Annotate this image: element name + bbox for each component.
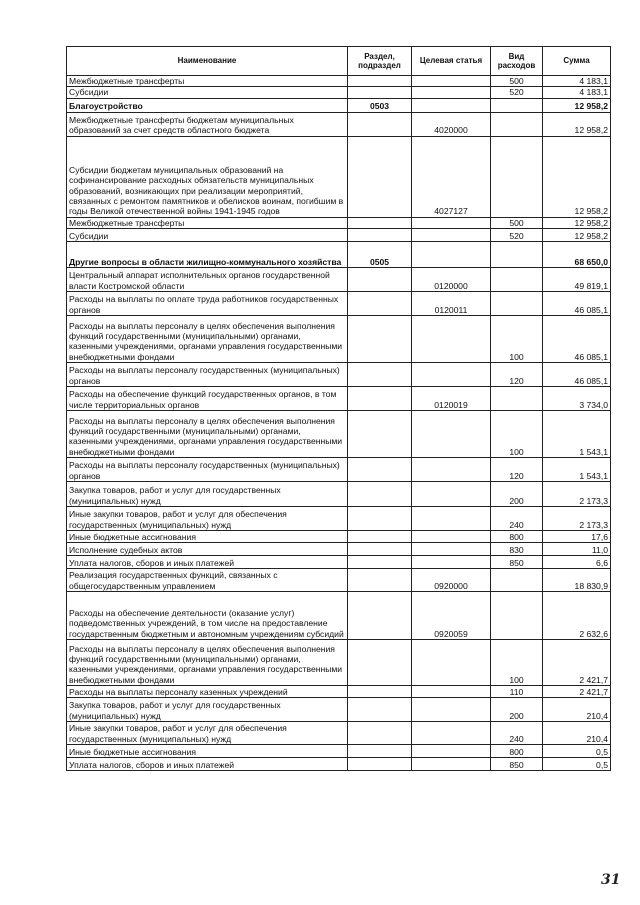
cell-article	[412, 640, 491, 686]
table-row	[67, 745, 611, 758]
cell-section	[348, 556, 412, 569]
cell-article: 0120019	[412, 387, 491, 411]
cell-name: Иные закупки товаров, работ и услуг для обеспечения государственных (муниципальных) нужд	[67, 722, 348, 745]
table-row	[67, 698, 611, 722]
table-row	[67, 76, 611, 87]
cell-name: Иные бюджетные ассигнования	[67, 531, 348, 543]
cell-section	[348, 411, 412, 458]
table-row	[67, 98, 611, 112]
cell-sum: 1 543,1	[543, 458, 611, 482]
cell-section	[348, 722, 412, 745]
table-row	[67, 363, 611, 387]
cell-name: Межбюджетные трансферты	[67, 76, 348, 87]
table-row	[67, 136, 611, 217]
cell-name: Иные закупки товаров, работ и услуг для обеспечения государственных (муниципальных) нужд	[67, 507, 348, 531]
cell-sum: 3 734,0	[543, 387, 611, 411]
cell-sum: 68 650,0	[543, 242, 611, 268]
cell-expense-type	[491, 387, 543, 411]
cell-section	[348, 640, 412, 686]
table-row	[67, 722, 611, 745]
table-row	[67, 411, 611, 458]
cell-section	[348, 87, 412, 98]
cell-article: 4027127	[412, 136, 491, 217]
cell-expense-type: 100	[491, 411, 543, 458]
cell-name: Расходы на обеспечение функций государственных органов, в том числе территориальных органов	[67, 387, 348, 411]
cell-sum: 11,0	[543, 543, 611, 556]
table-row	[67, 640, 611, 686]
cell-article	[412, 411, 491, 458]
table-row	[67, 242, 611, 268]
header-expense-type: Вид расходов	[491, 47, 543, 76]
cell-article	[412, 722, 491, 745]
cell-article: 4020000	[412, 112, 491, 136]
cell-sum: 46 085,1	[543, 292, 611, 316]
cell-sum: 2 173,3	[543, 482, 611, 507]
cell-sum: 49 819,1	[543, 268, 611, 292]
cell-name: Субсидии	[67, 229, 348, 242]
cell-expense-type	[491, 268, 543, 292]
cell-article	[412, 686, 491, 698]
cell-section	[348, 758, 412, 771]
cell-article	[412, 229, 491, 242]
cell-sum: 6,6	[543, 556, 611, 569]
table-row	[67, 458, 611, 482]
cell-section	[348, 229, 412, 242]
cell-expense-type: 100	[491, 640, 543, 686]
cell-expense-type: 800	[491, 745, 543, 758]
cell-article	[412, 458, 491, 482]
cell-expense-type: 850	[491, 556, 543, 569]
cell-expense-type	[491, 136, 543, 217]
cell-name: Межбюджетные трансферты бюджетам муниципальных образований за счет средств областного бюджета	[67, 112, 348, 136]
cell-name: Закупка товаров, работ и услуг для государственных (муниципальных) нужд	[67, 482, 348, 507]
table-row	[67, 531, 611, 543]
cell-section	[348, 112, 412, 136]
cell-expense-type	[491, 112, 543, 136]
cell-sum: 2 421,7	[543, 686, 611, 698]
cell-section	[348, 507, 412, 531]
cell-expense-type: 500	[491, 217, 543, 228]
cell-section	[348, 387, 412, 411]
cell-article	[412, 76, 491, 87]
cell-expense-type	[491, 242, 543, 268]
table-header-row	[67, 47, 611, 76]
cell-section	[348, 76, 412, 87]
cell-name: Межбюджетные трансферты	[67, 217, 348, 228]
cell-sum: 46 085,1	[543, 363, 611, 387]
budget-table	[66, 46, 611, 771]
cell-expense-type: 850	[491, 758, 543, 771]
table-row	[67, 229, 611, 242]
cell-name: Субсидии бюджетам муниципальных образований на софинансирование расходных обязательств муниципальных образований, возникающих при реализации мероприятий, связанных с ремонтом памятников и обелисков воинам, погибшим в годы Великой отечественной войны 1941-1945 годов	[67, 136, 348, 217]
cell-name: Расходы на обеспечение деятельности (оказание услуг) подведомственных учреждений, в том числе на предоставление государственным бюджетным и автономным учреждениям субсидий	[67, 592, 348, 640]
cell-article	[412, 363, 491, 387]
cell-expense-type	[491, 569, 543, 592]
cell-section	[348, 316, 412, 363]
cell-sum: 12 958,2	[543, 136, 611, 217]
cell-sum: 12 958,2	[543, 229, 611, 242]
cell-expense-type: 100	[491, 316, 543, 363]
cell-article	[412, 758, 491, 771]
cell-sum: 4 183,1	[543, 87, 611, 98]
cell-name: Другие вопросы в области жилищно-коммунального хозяйства	[67, 242, 348, 268]
cell-section: 0505	[348, 242, 412, 268]
cell-article: 0120011	[412, 292, 491, 316]
cell-article: 0120000	[412, 268, 491, 292]
cell-expense-type: 830	[491, 543, 543, 556]
cell-sum: 0,5	[543, 745, 611, 758]
cell-article	[412, 531, 491, 543]
table-row	[67, 569, 611, 592]
cell-name: Расходы на выплаты персоналу в целях обеспечения выполнения функций государственными (муниципальными) органами, казенными учреждениями, органами управления государственными внебюджетными фондами	[67, 640, 348, 686]
cell-name: Уплата налогов, сборов и иных платежей	[67, 758, 348, 771]
table-row	[67, 758, 611, 771]
cell-sum: 18 830,9	[543, 569, 611, 592]
cell-article	[412, 543, 491, 556]
cell-article	[412, 98, 491, 112]
cell-sum: 210,4	[543, 722, 611, 745]
cell-section	[348, 592, 412, 640]
cell-sum: 12 958,2	[543, 98, 611, 112]
cell-article	[412, 745, 491, 758]
cell-section	[348, 268, 412, 292]
cell-expense-type: 520	[491, 87, 543, 98]
cell-sum: 2 632,6	[543, 592, 611, 640]
cell-name: Закупка товаров, работ и услуг для государственных (муниципальных) нужд	[67, 698, 348, 722]
cell-section	[348, 569, 412, 592]
table-row	[67, 592, 611, 640]
cell-expense-type: 500	[491, 76, 543, 87]
cell-section	[348, 217, 412, 228]
cell-expense-type: 200	[491, 482, 543, 507]
table-row	[67, 112, 611, 136]
cell-section	[348, 745, 412, 758]
cell-expense-type: 240	[491, 507, 543, 531]
cell-sum: 17,6	[543, 531, 611, 543]
table-row	[67, 556, 611, 569]
cell-expense-type: 120	[491, 363, 543, 387]
page-number: 31	[601, 872, 621, 888]
cell-section	[348, 698, 412, 722]
cell-expense-type: 240	[491, 722, 543, 745]
cell-name: Расходы на выплаты по оплате труда работников государственных органов	[67, 292, 348, 316]
cell-name: Исполнение судебных актов	[67, 543, 348, 556]
cell-section: 0503	[348, 98, 412, 112]
table-row	[67, 507, 611, 531]
cell-section	[348, 531, 412, 543]
table-body	[67, 76, 611, 771]
cell-expense-type: 200	[491, 698, 543, 722]
cell-sum: 2 421,7	[543, 640, 611, 686]
table-row	[67, 292, 611, 316]
cell-name: Иные бюджетные ассигнования	[67, 745, 348, 758]
cell-expense-type: 800	[491, 531, 543, 543]
cell-name: Центральный аппарат исполнительных органов государственной власти Костромской области	[67, 268, 348, 292]
cell-expense-type	[491, 592, 543, 640]
cell-section	[348, 543, 412, 556]
cell-sum: 0,5	[543, 758, 611, 771]
cell-article	[412, 316, 491, 363]
cell-sum: 12 958,2	[543, 112, 611, 136]
table-row	[67, 268, 611, 292]
header-article: Целевая статья	[412, 47, 491, 76]
cell-name: Уплата налогов, сборов и иных платежей	[67, 556, 348, 569]
cell-name: Расходы на выплаты персоналу государственных (муниципальных) органов	[67, 458, 348, 482]
cell-article	[412, 87, 491, 98]
header-name: Наименование	[67, 47, 348, 76]
cell-article	[412, 556, 491, 569]
cell-sum: 4 183,1	[543, 76, 611, 87]
table-row	[67, 87, 611, 98]
cell-section	[348, 458, 412, 482]
cell-name: Расходы на выплаты персоналу в целях обеспечения выполнения функций государственными (муниципальными) органами, казенными учреждениями, органами управления государственными внебюджетными фондами	[67, 316, 348, 363]
cell-expense-type	[491, 292, 543, 316]
cell-sum: 46 085,1	[543, 316, 611, 363]
cell-name: Благоустройство	[67, 98, 348, 112]
cell-article: 0920059	[412, 592, 491, 640]
table-row	[67, 217, 611, 228]
cell-name: Реализация государственных функций, связанных с общегосударственным управлением	[67, 569, 348, 592]
cell-article	[412, 507, 491, 531]
cell-section	[348, 363, 412, 387]
cell-article	[412, 698, 491, 722]
cell-sum: 210,4	[543, 698, 611, 722]
cell-name: Субсидии	[67, 87, 348, 98]
table-row	[67, 482, 611, 507]
cell-article: 0920000	[412, 569, 491, 592]
table-row	[67, 316, 611, 363]
cell-expense-type	[491, 98, 543, 112]
cell-sum: 2 173,3	[543, 507, 611, 531]
cell-section	[348, 686, 412, 698]
cell-expense-type: 520	[491, 229, 543, 242]
cell-name: Расходы на выплаты персоналу казенных учреждений	[67, 686, 348, 698]
cell-article	[412, 482, 491, 507]
table-row	[67, 686, 611, 698]
cell-section	[348, 482, 412, 507]
cell-article	[412, 217, 491, 228]
header-sum: Сумма	[543, 47, 611, 76]
cell-name: Расходы на выплаты персоналу в целях обеспечения выполнения функций государственными (муниципальными) органами, казенными учреждениями, органами управления государственными внебюджетными фондами	[67, 411, 348, 458]
cell-sum: 1 543,1	[543, 411, 611, 458]
cell-article	[412, 242, 491, 268]
cell-expense-type: 110	[491, 686, 543, 698]
header-section: Раздел, подраздел	[348, 47, 412, 76]
cell-expense-type: 120	[491, 458, 543, 482]
table-row	[67, 387, 611, 411]
cell-section	[348, 292, 412, 316]
cell-section	[348, 136, 412, 217]
cell-sum: 12 958,2	[543, 217, 611, 228]
cell-name: Расходы на выплаты персоналу государственных (муниципальных) органов	[67, 363, 348, 387]
table-row	[67, 543, 611, 556]
